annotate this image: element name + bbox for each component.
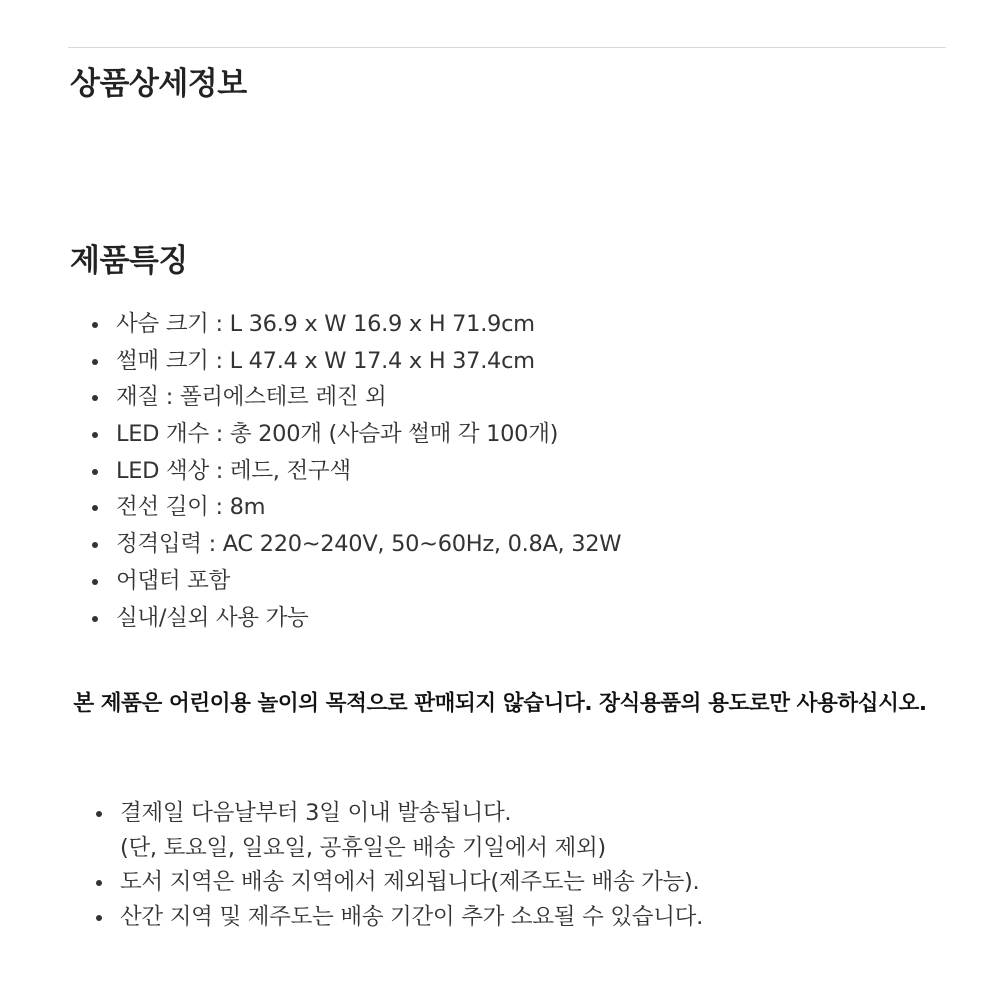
shipping-item-mountain	[92, 900, 703, 935]
feature-item-sleigh-size: 썰매 크기 : L 47.4 x W 17.4 x H 37.4cm	[88, 343, 621, 380]
feature-item-led-count: LED 개수 : 총 200개 (사슴과 썰매 각 100개)	[88, 416, 621, 453]
shipping-item-islands	[92, 865, 703, 900]
product-detail-title: 상품상세정보	[70, 66, 247, 102]
features-list	[88, 306, 621, 636]
shipping-dispatch-text: 결제일 다음날부터 3일 이내 발송됩니다.	[120, 800, 512, 826]
shipping-item-dispatch	[92, 796, 703, 865]
feature-item-deer-size: 사슴 크기 : L 36.9 x W 16.9 x H 71.9cm	[88, 306, 621, 343]
feature-item-adapter: 어댑터 포함	[88, 563, 621, 600]
feature-item-cable-length: 전선 길이 : 8m	[88, 489, 621, 526]
feature-item-indoor-outdoor: 실내/실외 사용 가능	[88, 600, 621, 637]
shipping-list	[92, 796, 703, 934]
shipping-islands-text: 도서 지역은 배송 지역에서 제외됩니다(제주도는 배송 가능).	[120, 869, 700, 895]
top-divider	[68, 47, 946, 48]
shipping-dispatch-note: (단, 토요일, 일요일, 공휴일은 배송 기일에서 제외)	[120, 834, 606, 861]
shipping-mountain-text: 산간 지역 및 제주도는 배송 기간이 추가 소요될 수 있습니다.	[120, 903, 703, 930]
feature-item-led-color: LED 색상 : 레드, 전구색	[88, 453, 621, 490]
product-features-title: 제품특징	[70, 243, 188, 279]
feature-item-rated-input: 정격입력 : AC 220~240V, 50~60Hz, 0.8A, 32W	[88, 526, 621, 563]
feature-item-material: 재질 : 폴리에스테르 레진 외	[88, 379, 621, 416]
usage-notice: 본 제품은 어린이용 놀이의 목적으로 판매되지 않습니다. 장식용품의 용도로만 사용하십시오.	[73, 691, 927, 716]
